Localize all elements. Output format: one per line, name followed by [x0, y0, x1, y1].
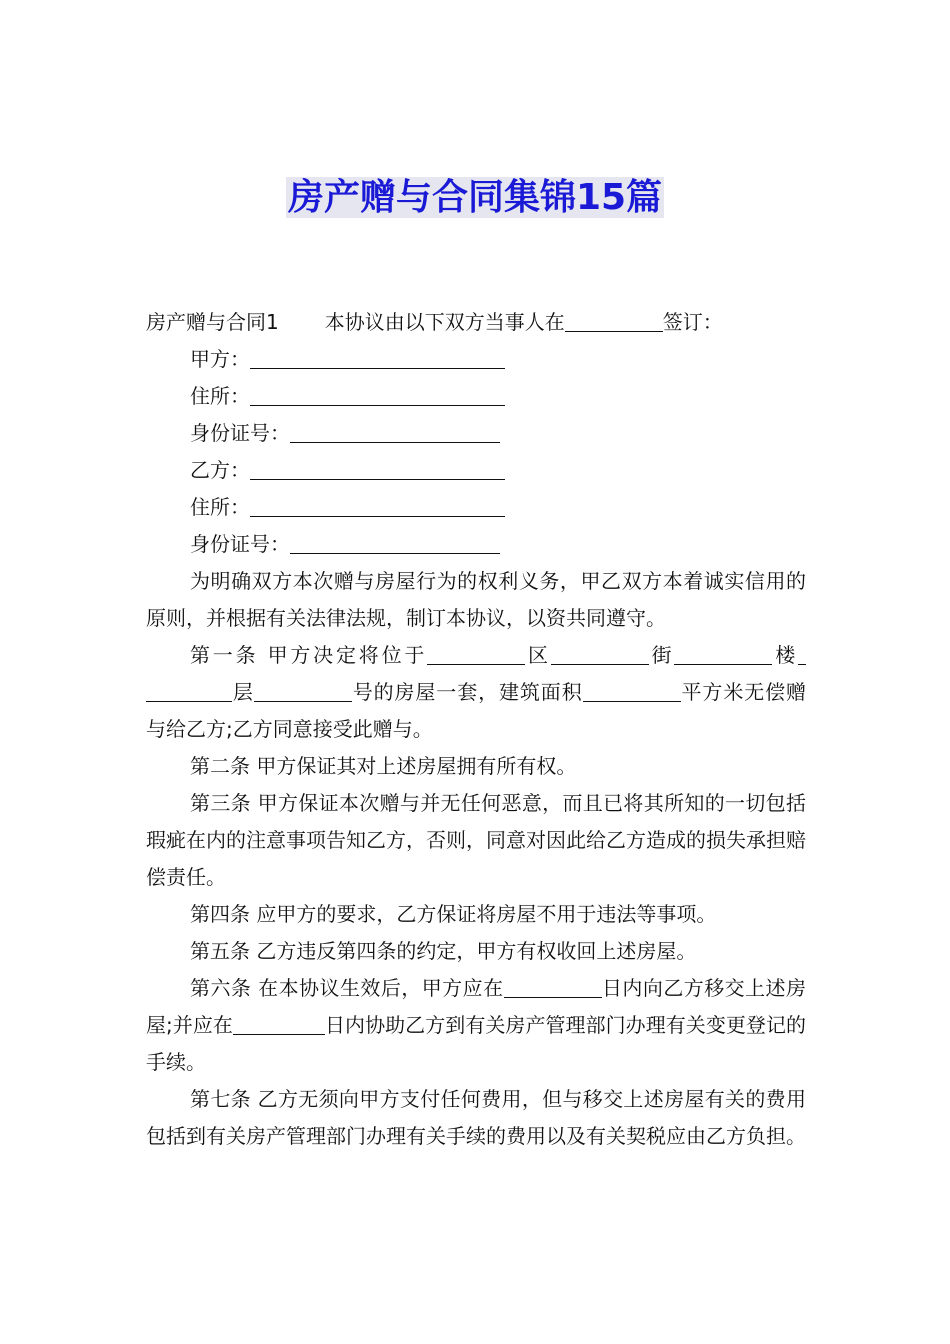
- article-1-area-text: 号的房屋一套，建筑面积: [351, 680, 583, 704]
- party-a-address-field: [146, 378, 806, 415]
- document-title-text: 房产赠与合同集锦15篇: [287, 177, 663, 218]
- floor-blank: [146, 674, 232, 702]
- registration-days-blank: [233, 1007, 325, 1035]
- field-label: 身份证号：: [190, 532, 290, 556]
- field-blank: [250, 378, 505, 406]
- field-blank: [250, 341, 505, 369]
- field-label: 甲方：: [190, 347, 250, 371]
- intro-text-before: 本协议由以下双方当事人在: [324, 310, 565, 334]
- article-7: 第七条 乙方无须向甲方支付任何费用，但与移交上述房屋有关的费用包括到有关房产管理部门办理有关手续的费用以及有关契税应由乙方负担。: [146, 1087, 806, 1148]
- district-label: 区: [525, 643, 551, 667]
- party-b-id-field: [146, 526, 806, 563]
- street-label: 街: [648, 643, 675, 667]
- article-4: 第四条 应甲方的要求，乙方保证将房屋不用于违法等事项。: [190, 902, 717, 926]
- article-1-tail: 平方米无偿赠与给乙方;乙方同意接受此赠与。: [146, 680, 807, 741]
- street-blank: [551, 637, 649, 665]
- area-blank: [583, 674, 681, 702]
- article-6-tail: 日内协助乙方到有关房产管理部门办理有关变更登记的手续。: [146, 1013, 807, 1074]
- article-5: 第五条 乙方违反第四条的约定，甲方有权收回上述房屋。: [190, 939, 697, 963]
- article-3: 第三条 甲方保证本次赠与并无任何恶意，而且已将其所知的一切包括瑕疵在内的注意事项告知乙方，否则，同意对因此给乙方造成的损失承担赔偿责任。: [146, 791, 806, 889]
- article-1-text: 第一条 甲方决定将位于: [190, 643, 428, 667]
- article-6-middle: 日内向乙方移交上述房屋;并应在: [146, 976, 807, 1037]
- party-b-field: [146, 452, 806, 489]
- article-6-text: 第六条 在本协议生效后，甲方应在: [190, 976, 504, 1000]
- intro-text-after: 签订：: [662, 310, 723, 334]
- contract-heading: 房产赠与合同1: [146, 310, 279, 334]
- preamble-paragraph: 为明确双方本次赠与房屋行为的权利义务，甲乙双方本着诚实信用的原则，并根据有关法律法规，制订本协议，以资共同遵守。: [146, 569, 806, 630]
- building-blank: [674, 637, 772, 665]
- field-label: 住所：: [190, 384, 250, 408]
- floor-label: 层: [232, 680, 254, 704]
- field-label: 住所：: [190, 495, 250, 519]
- party-b-address-field: [146, 489, 806, 526]
- handover-days-blank: [504, 970, 602, 998]
- signing-place-blank: [565, 304, 663, 332]
- district-blank: [427, 637, 525, 665]
- field-label: 身份证号：: [190, 421, 290, 445]
- article-2: 第二条 甲方保证其对上述房屋拥有所有权。: [190, 754, 577, 778]
- article-6: [146, 970, 806, 1081]
- field-label: 乙方：: [190, 458, 250, 482]
- article-1: [146, 637, 806, 748]
- field-blank: [290, 526, 500, 554]
- field-blank: [290, 415, 500, 443]
- document-title: [0, 174, 950, 222]
- party-a-id-field: [146, 415, 806, 452]
- document-body: [146, 304, 806, 1155]
- field-blank: [250, 452, 505, 480]
- field-blank: [250, 489, 505, 517]
- building-trailing-blank: [798, 637, 806, 665]
- intro-line: [146, 304, 806, 341]
- building-label: 楼: [772, 643, 799, 667]
- unit-blank: [254, 674, 352, 702]
- party-a-field: [146, 341, 806, 378]
